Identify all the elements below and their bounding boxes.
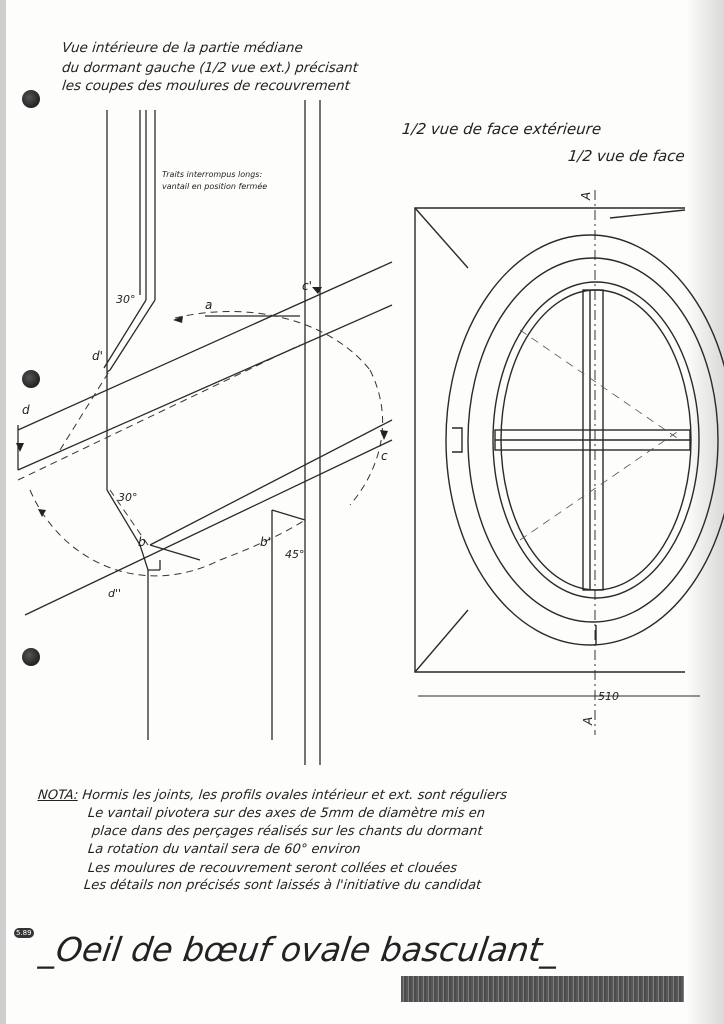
corner-mark: 5.89 <box>16 929 32 937</box>
rotation-arc <box>175 311 370 370</box>
label-b-prime: b' <box>260 535 271 549</box>
angle-top: 30° <box>116 293 136 306</box>
heading-line-2: du dormant gauche (1/2 vue ext.) précisant <box>61 60 359 76</box>
nota-line-1 <box>37 788 508 803</box>
sash-line-top <box>18 262 392 430</box>
label-d-prime: d' <box>92 349 103 363</box>
view-label-exterior: 1/2 vue de face extérieure <box>401 120 603 138</box>
scan-stamp-bar <box>401 976 684 1002</box>
dashed-note-line-1: Traits interrompus longs: <box>162 170 263 179</box>
nota-text-1: Hormis les joints, les profils ovales intérieur et ext. sont réguliers <box>81 788 508 803</box>
section-a-bottom: A <box>581 716 595 725</box>
label-c: c <box>381 449 388 463</box>
nota-line-3: place dans des perçages réalisés sur les chants du dormant <box>91 824 484 839</box>
section-a-top: A <box>579 191 593 200</box>
heading-line-1: Vue intérieure de la partie médiane <box>61 40 304 56</box>
drawing-title: _Oeil de bœuf ovale basculant_ <box>37 930 562 969</box>
label-a: a <box>205 298 213 312</box>
nota-line-5: Les moulures de recouvrement seront collées et clouées <box>87 861 458 876</box>
nota-line-4: La rotation du vantail sera de 60° environ <box>87 842 362 857</box>
frame-miter <box>415 208 468 268</box>
nota-label: NOTA: <box>37 788 80 803</box>
heading-line-3: les coupes des moulures de recouvrement <box>61 78 351 94</box>
view-label-interior: 1/2 vue de face <box>567 147 686 165</box>
dimension-value: 510 <box>598 690 619 703</box>
label-b: b <box>138 535 146 549</box>
dashed-note-line-2: vantail en position fermée <box>162 182 268 191</box>
label-c-prime: c' <box>302 279 312 293</box>
label-d-second: d'' <box>108 587 122 600</box>
nota-line-6: Les détails non précisés sont laissés à l'initiative du candidat <box>83 878 482 893</box>
angle-right: 45° <box>285 548 305 561</box>
sash-line-bottom <box>25 440 392 615</box>
arrow-d <box>16 443 24 452</box>
closed-sash-dash <box>18 345 300 480</box>
label-d: d <box>22 403 30 417</box>
nota-line-2: Le vantail pivotera sur des axes de 5mm de diamètre mis en <box>87 806 486 821</box>
angle-middle: 30° <box>118 491 138 504</box>
